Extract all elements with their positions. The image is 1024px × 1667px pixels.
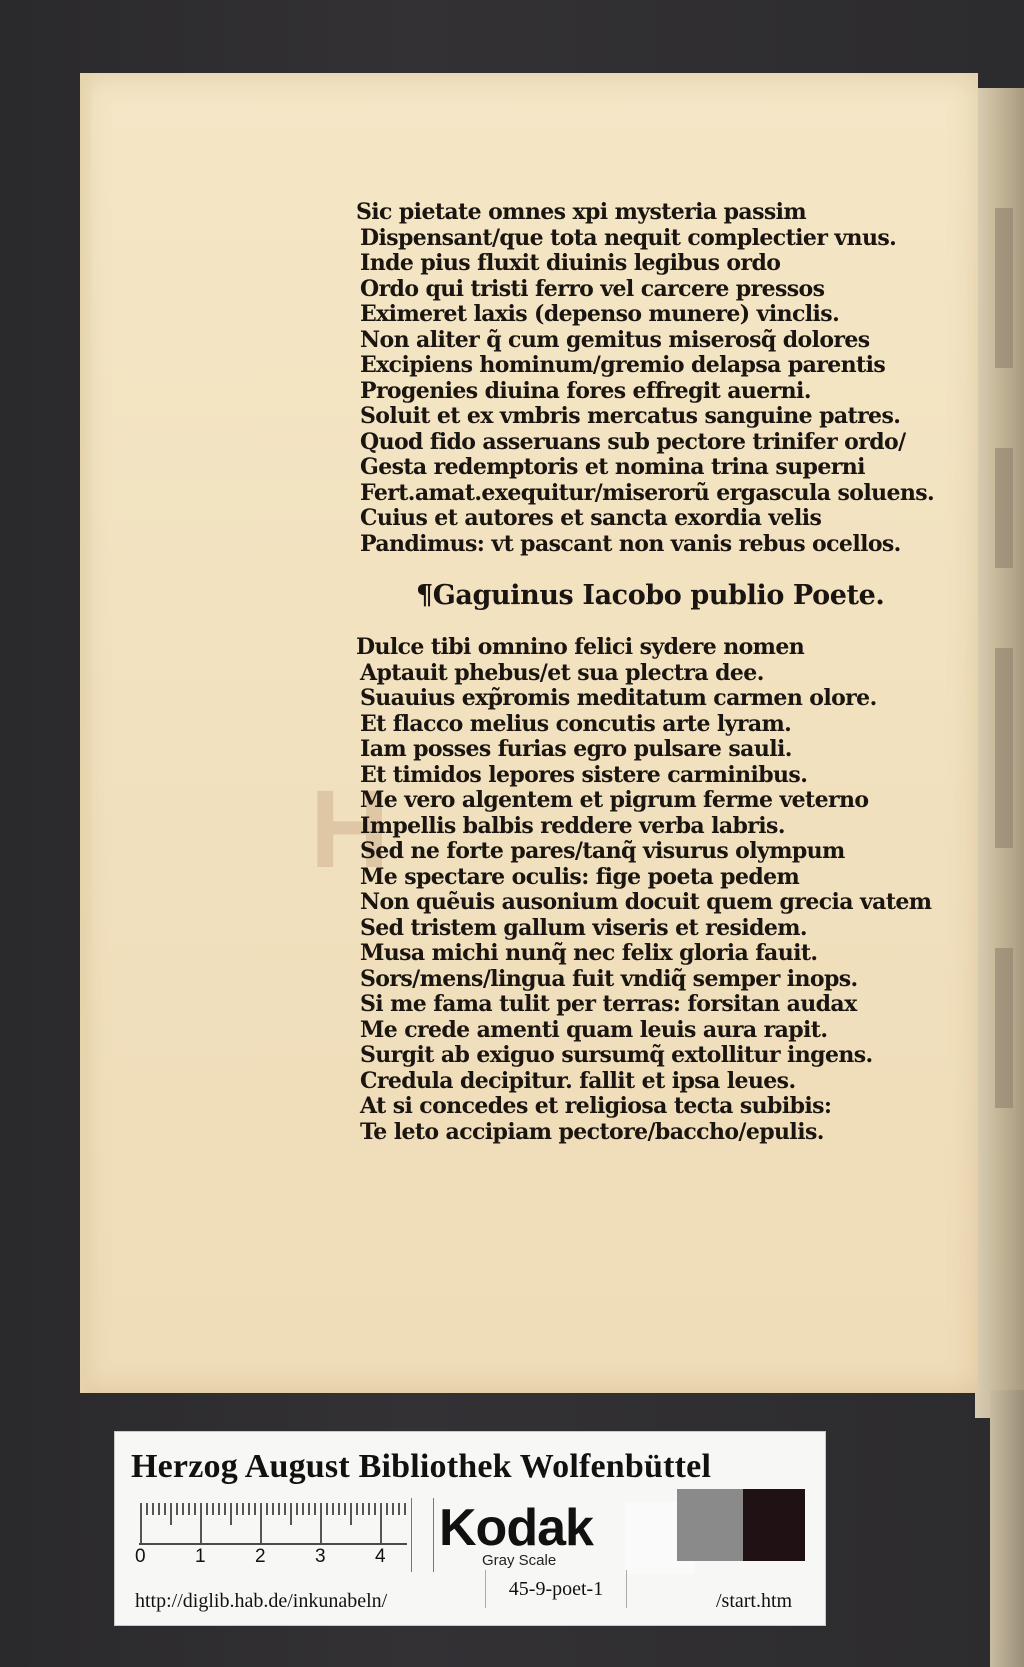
prose-line: Progenies diuina fores effregit auerni.	[360, 377, 811, 404]
prose-line: Inde pius fluxit diuinis legibus ordo	[360, 250, 781, 276]
url-right: /start.htm	[716, 1590, 793, 1612]
url-left: http://diglib.hab.de/inkunabeln/	[135, 1590, 388, 1612]
poem-line: Te leto accipiam pectore/baccho/epulis.	[360, 1118, 824, 1145]
poem-line: At si concedes et religiosa tecta subibis:	[360, 1093, 832, 1119]
prose-line: Quod fido asseruans sub pectore trinifer ordo/	[360, 428, 906, 455]
adjacent-page-edge-bottom	[990, 1390, 1024, 1667]
poem-line: Sed tristem gallum viseris et residem.	[360, 914, 807, 941]
prose-line: Dispensant/que tota nequit complectier vnus.	[360, 224, 897, 251]
prose-line: Cuius et autores et sancta exordia velis	[360, 505, 822, 531]
poem-heading: ¶Gaguinus Iacobo publio Poete.	[416, 580, 885, 611]
adjacent-page-edge	[975, 88, 1024, 1418]
poem-line: Impellis balbis reddere verba labris.	[360, 812, 785, 839]
prose-line: Eximeret laxis (depenso munere) vinclis.	[360, 301, 840, 327]
color-target-card	[114, 1431, 826, 1626]
poem-line: Aptauit phebus/et sua plectra dee.	[360, 659, 764, 686]
poem-line: Musa michi nunq̃ nec felix gloria fauit.	[360, 940, 818, 966]
signature-label: 45-9-poet-1	[485, 1570, 627, 1608]
poem-lines	[356, 634, 932, 1145]
poem-line: Et timidos lepores sistere carminibus.	[360, 761, 808, 788]
poem-line: Non quẽuis ausonium docuit quem grecia vatem	[360, 889, 932, 915]
kodak-logo: Kodak	[439, 1499, 593, 1557]
ruler-scale	[137, 1499, 409, 1545]
library-title: Herzog August Bibliothek Wolfenbüttel	[131, 1448, 712, 1485]
poem-line: Me spectare oculis: fige poeta pedem	[360, 863, 800, 890]
prose-line: Excipiens hominum/gremio delapsa parentis	[360, 352, 886, 378]
poem-line: Credula decipitur. fallit et ipsa leues.	[360, 1067, 796, 1094]
prose-line: Non aliter q̃ cum gemitus miserosq̃ dolores	[360, 326, 870, 353]
page-gutter-shadow	[80, 73, 94, 1393]
gray-scale-label: Gray Scale	[482, 1552, 557, 1569]
gray-patch	[677, 1489, 743, 1561]
poem-line: Surgit ab exiguo sursumq̃ extollitur ingens.	[360, 1042, 873, 1068]
page-text	[356, 199, 935, 1145]
ruler-number: 4	[375, 1546, 386, 1567]
poem-line: Me crede amenti quam leuis aura rapit.	[360, 1016, 828, 1043]
poem-line: Et flacco melius concutis arte lyram.	[360, 710, 792, 737]
ruler-number: 1	[195, 1546, 206, 1567]
prose-line: Fert.amat.exequitur/miserorũ ergascula soluens.	[360, 479, 935, 506]
poem-line: Sed ne forte pares/tanq̃ visurus olympum	[360, 838, 845, 864]
prose-lines	[356, 199, 935, 557]
poem-line: Iam posses furias egro pulsare sauli.	[360, 736, 792, 762]
divider	[411, 1498, 412, 1572]
ruler-number: 2	[255, 1546, 266, 1567]
poem-line: Si me fama tulit per terras: forsitan audax	[360, 991, 857, 1017]
poem-line: Dulce tibi omnino felici sydere nomen	[356, 634, 805, 660]
dark-patch	[743, 1489, 805, 1561]
prose-line: Pandimus: vt pascant non vanis rebus ocellos.	[360, 530, 901, 557]
prose-line: Ordo qui tristi ferro vel carcere pressos	[360, 275, 825, 302]
prose-line: Soluit et ex vmbris mercatus sanguine patres.	[360, 403, 901, 429]
watermark-mark: H	[310, 768, 390, 891]
poem-line: Suauius exp̃romis meditatum carmen olore.	[360, 685, 877, 711]
ruler-number: 0	[135, 1546, 146, 1567]
prose-line: Sic pietate omnes xpi mysteria passim	[356, 199, 807, 225]
poem-line: Me vero algentem et pigrum ferme veterno	[360, 787, 869, 813]
divider	[433, 1498, 434, 1572]
prose-line: Gesta redemptoris et nomina trina superni	[360, 454, 865, 480]
ruler-number: 3	[315, 1546, 326, 1567]
poem-line: Sors/mens/lingua fuit vndiq̃ semper inops.	[360, 965, 858, 992]
